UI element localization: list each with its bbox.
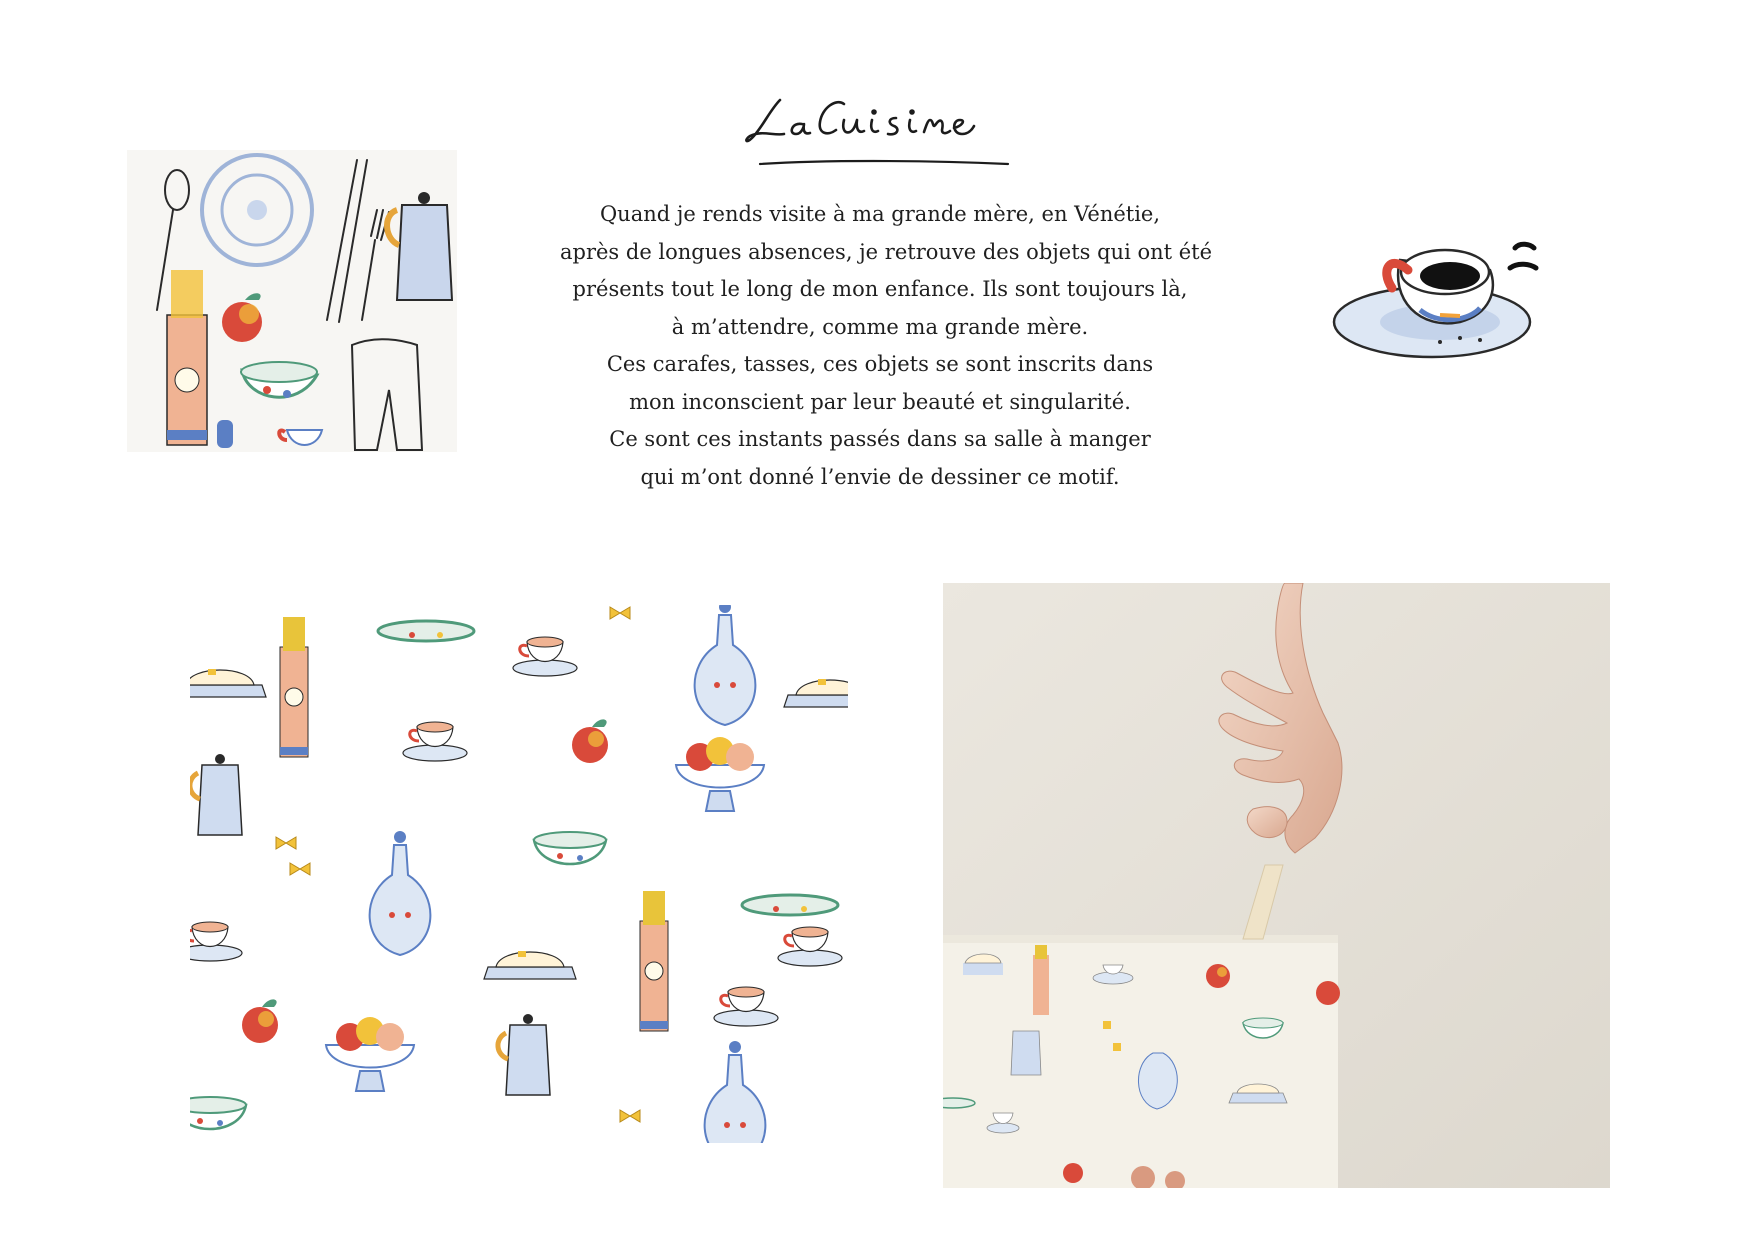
page-title [740, 80, 1040, 180]
intro-line: mon inconscient par leur beauté et singularité. [629, 389, 1131, 414]
intro-paragraph [560, 196, 1213, 496]
intro-line: à m’attendre, comme ma grande mère. [671, 314, 1089, 339]
textile-pattern-image [190, 605, 848, 1143]
kitchen-sketch-image [127, 150, 457, 452]
intro-line: Ce sont ces instants passés dans sa salle à manger [609, 427, 1151, 451]
intro-line: Quand je rends visite à ma grande mère, en Vénétie, [599, 202, 1161, 226]
fabric-photo-image [943, 583, 1610, 1188]
intro-line: qui m’ont donné l’envie de dessiner ce motif. [640, 464, 1120, 489]
intro-line: présents tout le long de mon enfance. Ils sont toujours là, [572, 277, 1188, 301]
title-script-lettering [740, 80, 1040, 180]
cup-saucer-image [1330, 230, 1560, 370]
intro-line: Ces carafes, tasses, ces objets se sont inscrits dans [606, 352, 1154, 376]
intro-line: après de longues absences, je retrouve des objets qui ont été [560, 239, 1213, 264]
